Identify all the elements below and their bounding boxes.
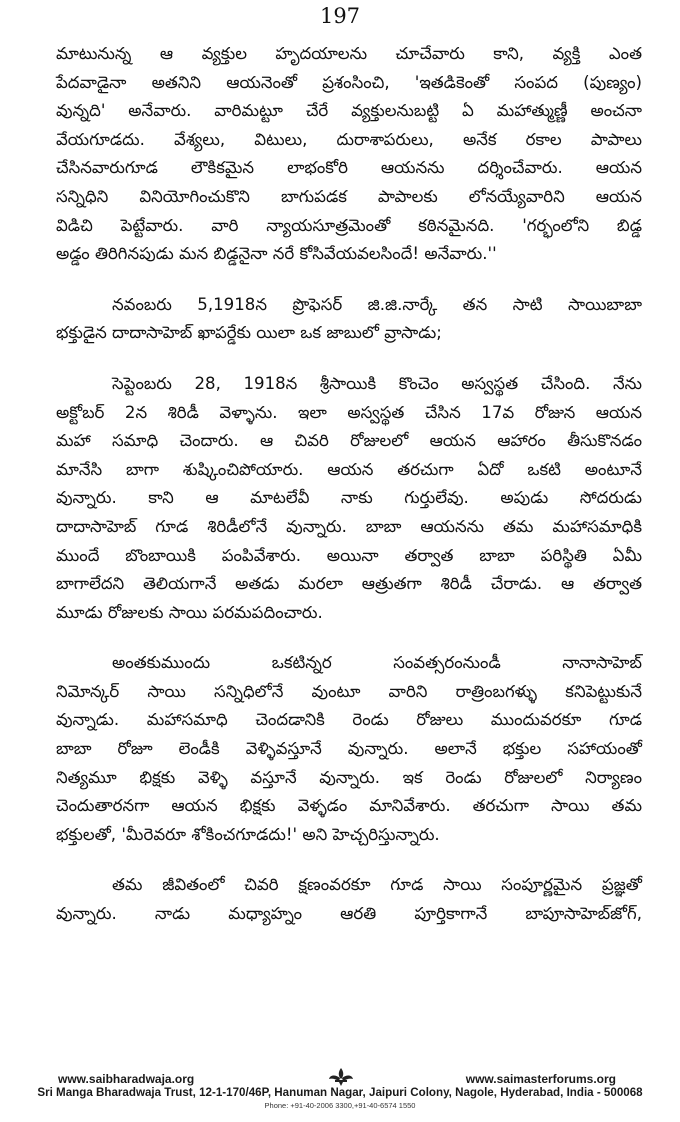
footer-phone: Phone: +91-40-2006 3300,+91-40-6574 1550: [264, 1101, 416, 1110]
text-line: వున్నారు. కాని ఆ మాటలేవీ నాకు గుర్తులేవు. అపుడు సోదరుడు: [56, 488, 642, 508]
page-number: 197: [319, 4, 361, 28]
footer-address: Sri Manga Bharadwaja Trust, 12-1-170/46P, Hanuman Nagar, Jaipuri Colony, Nagole, Hyderabad, India - 500068: [37, 1086, 643, 1099]
page-footer: [0, 1072, 680, 1110]
paragraph-4: [56, 649, 642, 849]
text-line: నిమోన్కర్ సాయి సన్నిధిలోనే వుంటూ వారిని రాత్రింబగళ్ళు కనిపెట్టుకునే: [56, 681, 642, 701]
footer-links-row: [0, 1072, 680, 1086]
text-line: అడ్డం తిరిగినపుడు మన బిడ్డనైనా నరే కోసివేయవలసిందే! అనేవారు.'': [56, 244, 497, 264]
fleur-ornament-icon: [326, 1067, 356, 1087]
text-line: తమ జీవితంలో చివరి క్షణంవరకూ గూడ సాయి సంపూర్ణమైన ప్రజ్ఞతో: [112, 875, 642, 895]
text-line: విడిచి పెట్టేవారు. వారి న్యాయసూత్రమెంతో కఠినమైనది. 'గర్భంలోని బిడ్డ: [56, 215, 642, 235]
text-line: భక్తులతో, 'మీరెవరూ శోకించగూడదు!' అని హెచ్చరిస్తున్నారు.: [56, 824, 440, 844]
text-line: పేదవాడైనా అతనిని ఆయనెంతో ప్రశంసించి, 'ఇతడికెంతో సంపద (పుణ్యం): [56, 72, 642, 92]
paragraph-1: [56, 40, 642, 269]
text-line: సెప్టెంబరు 28, 1918న శ్రీసాయికి కొంచెం అస్వస్థత చేసింది. నేను: [112, 373, 642, 393]
text-line: వున్నారు. నాడు మధ్యాహ్నం ఆరతి పూర్తికాగానే బాపూసాహెబ్‌జోగ్,: [56, 904, 642, 924]
text-line: దాదాసాహెబ్ గూడ శిరిడీలోనే వున్నారు. బాబా ఆయనను తమ మహాసమాధికి: [56, 516, 642, 536]
text-line: వున్నాడు. మహాసమాధి చెందడానికి రెండు రోజులు ముందువరకూ గూడ: [56, 710, 642, 730]
page-body: [56, 40, 642, 951]
text-line: మాటునున్న ఆ వ్యక్తుల హృదయాలను చూచేవారు కాని, వ్యక్తి ఎంత: [56, 44, 642, 63]
text-line: బాగాలేదని తెలియగానే అతడు మరలా ఆత్రుతగా శిరిడీ చేరాడు. ఆ తర్వాత: [56, 574, 642, 594]
text-line: వేయగూడదు. వేశ్యలు, విటులు, దురాశాపరులు, అనేక రకాల పాపాలు: [56, 129, 642, 149]
text-line: అక్టోబర్ 2న శిరిడీ వెళ్ళాను. ఇలా అస్వస్థత చేసిన 17వ రోజున ఆయన: [56, 402, 642, 422]
paragraph-5: [56, 871, 642, 928]
text-line: ముందే బొంబాయికి పంపివేశారు. అయినా తర్వాత బాబా పరిస్థితి ఏమీ: [56, 545, 642, 565]
text-line: మహా సమాధి చెందారు. ఆ చివరి రోజులలో ఆయన ఆహారం తీసుకొనడం: [56, 431, 642, 451]
text-line: భక్తుడైన దాదాసాహెబ్ ఖాపర్డేకు యిలా ఒక జాబులో వ్రాసాడు;: [56, 323, 442, 343]
text-line: వున్నది' అనేవారు. వారిమట్టూ చేరే వ్యక్తులనుబట్టి ఏ మహాత్ముణ్ణీ అంచనా: [56, 101, 642, 121]
text-line: బాబా రోజూ లెండీకి వెళ్ళివస్తూనే వున్నారు. అలానే భక్తుల సహాయంతో: [56, 739, 642, 759]
footer-right-url[interactable]: www.saimasterforums.org: [465, 1072, 616, 1086]
text-line: మానేసి బాగా శుష్కించిపోయారు. ఆయన తరచుగా ఏదో ఒకటి అంటూనే: [56, 459, 642, 479]
text-line: సన్నిధిని వినియోగించుకొని బాగుపడక పాపాలకు లోనయ్యేవారిని ఆయన: [56, 186, 642, 206]
text-line: చెందుతారనగా ఆయన భిక్షకు వెళ్ళడం మానివేశారు. తరచుగా సాయి తమ: [56, 796, 642, 816]
text-line: చేసినవారుగూడ లౌకికమైన లాభంకోరి ఆయనను దర్శించేవారు. ఆయన: [56, 158, 642, 178]
footer-left-url[interactable]: www.saibharadwaja.org: [58, 1072, 195, 1086]
text-line: నవంబరు 5,1918న ప్రొఫెసర్ జి.జి.నార్కే తన సాటి సాయిబాబా: [112, 294, 642, 314]
paragraph-3: [56, 370, 642, 627]
text-line: నిత్యమూ భిక్షకు వెళ్ళి వస్తూనే వున్నారు. ఇక రెండు రోజులలో నిర్యాణం: [56, 767, 642, 787]
paragraph-2: [56, 291, 642, 348]
text-line: అంతకుముందు ఒకటిన్నర సంవత్సరంనుండీ నానాసాహెబ్: [112, 653, 642, 673]
text-line: మూడు రోజులకు సాయి పరమపదించారు.: [56, 602, 323, 622]
